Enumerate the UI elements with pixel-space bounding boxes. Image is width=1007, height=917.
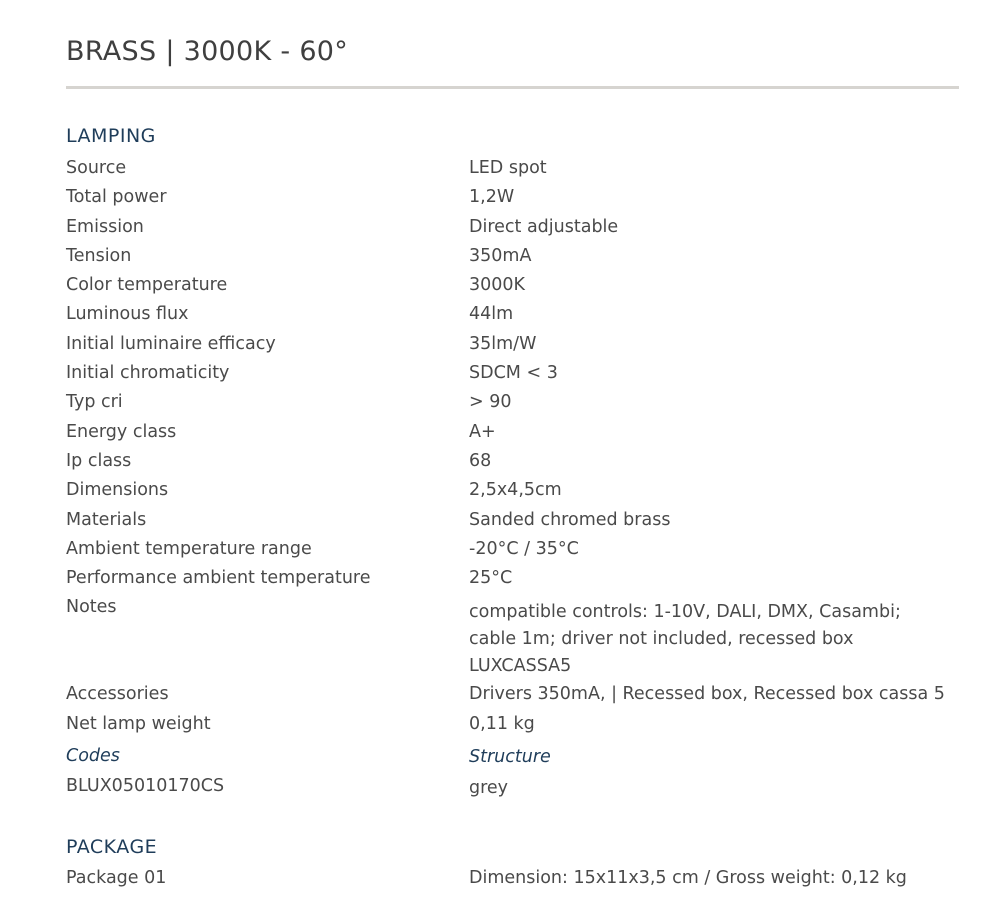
spec-row-accessories (66, 680, 959, 709)
spec-row-materials (66, 506, 959, 535)
spec-row-total-power (66, 183, 959, 212)
spec-row-performance-ambient-temperature (66, 564, 959, 593)
lamping-spec-table (66, 154, 959, 739)
spec-value: 350mA (469, 245, 532, 266)
spec-row-typ-cri (66, 388, 959, 417)
spec-label: Color temperature (66, 275, 228, 296)
spec-value: Drivers 350mA, | Recessed box, Recessed box cassa 5 (469, 684, 945, 705)
spec-value: Sanded chromed brass (469, 509, 671, 530)
spec-row-dimensions (66, 476, 959, 505)
spec-label: Source (66, 158, 127, 178)
spec-label: Typ cri (66, 392, 123, 413)
spec-value: A+ (469, 421, 496, 442)
spec-label: Tension (66, 245, 132, 266)
spec-value: Direct adjustable (469, 216, 619, 237)
spec-row-initial-luminaire-efficacy (66, 330, 959, 359)
spec-label: Energy class (66, 421, 177, 442)
spec-row-ambient-temperature-range (66, 535, 959, 564)
spec-value: 1,2W (469, 187, 515, 208)
spec-row-initial-chromaticity (66, 359, 959, 388)
spec-label: Luminous flux (66, 304, 189, 325)
spec-row-color-temperature (66, 271, 959, 300)
spec-label: Net lamp weight (66, 713, 211, 734)
spec-value: SDCM < 3 (469, 363, 558, 384)
spec-label: Initial chromaticity (66, 363, 230, 384)
spec-value: 35lm/W (469, 333, 537, 354)
spec-value: 0,11 kg (469, 713, 535, 734)
title-divider (66, 86, 959, 89)
spec-row-notes (66, 593, 959, 680)
spec-value: -20°C / 35°C (469, 538, 579, 559)
spec-row-net-lamp-weight (66, 710, 959, 739)
spec-value: 68 (469, 450, 492, 471)
spec-row-ip-class (66, 447, 959, 476)
codes-heading: Codes (66, 746, 120, 766)
page-title: BRASS | 3000K - 60° (66, 36, 349, 67)
package-label: Package 01 (66, 868, 167, 888)
spec-label: Dimensions (66, 480, 169, 501)
spec-label: Performance ambient temperature (66, 568, 371, 589)
package-value: Dimension: 15x11x3,5 cm / Gross weight: 0,12 kg (469, 868, 907, 888)
spec-value: 25°C (469, 568, 513, 589)
spec-row-tension (66, 242, 959, 271)
spec-value: compatible controls: 1-10V, DALI, DMX, Casambi; cable 1m; driver not included, recessed box LUXCASSA5 (469, 602, 901, 677)
spec-label: Emission (66, 216, 144, 237)
spec-label: Initial luminaire efficacy (66, 333, 276, 354)
spec-row-emission (66, 213, 959, 242)
spec-value: 2,5x4,5cm (469, 480, 562, 501)
structure-value: grey (469, 778, 509, 798)
spec-row-luminous-flux (66, 300, 959, 329)
spec-value: > 90 (469, 392, 512, 413)
spec-label: Materials (66, 509, 147, 530)
lamping-heading: LAMPING (66, 125, 156, 147)
spec-value: 44lm (469, 304, 514, 325)
spec-row-energy-class (66, 418, 959, 447)
spec-row-source (66, 154, 959, 183)
spec-label: Ambient temperature range (66, 538, 312, 559)
spec-label: Notes (66, 597, 117, 618)
spec-value: LED spot (469, 158, 547, 178)
structure-heading: Structure (469, 747, 551, 767)
spec-label: Total power (66, 187, 167, 208)
package-heading: PACKAGE (66, 836, 158, 858)
spec-value: 3000K (469, 275, 526, 296)
product-code: BLUX05010170CS (66, 776, 225, 796)
spec-label: Ip class (66, 450, 132, 471)
spec-label: Accessories (66, 684, 169, 705)
